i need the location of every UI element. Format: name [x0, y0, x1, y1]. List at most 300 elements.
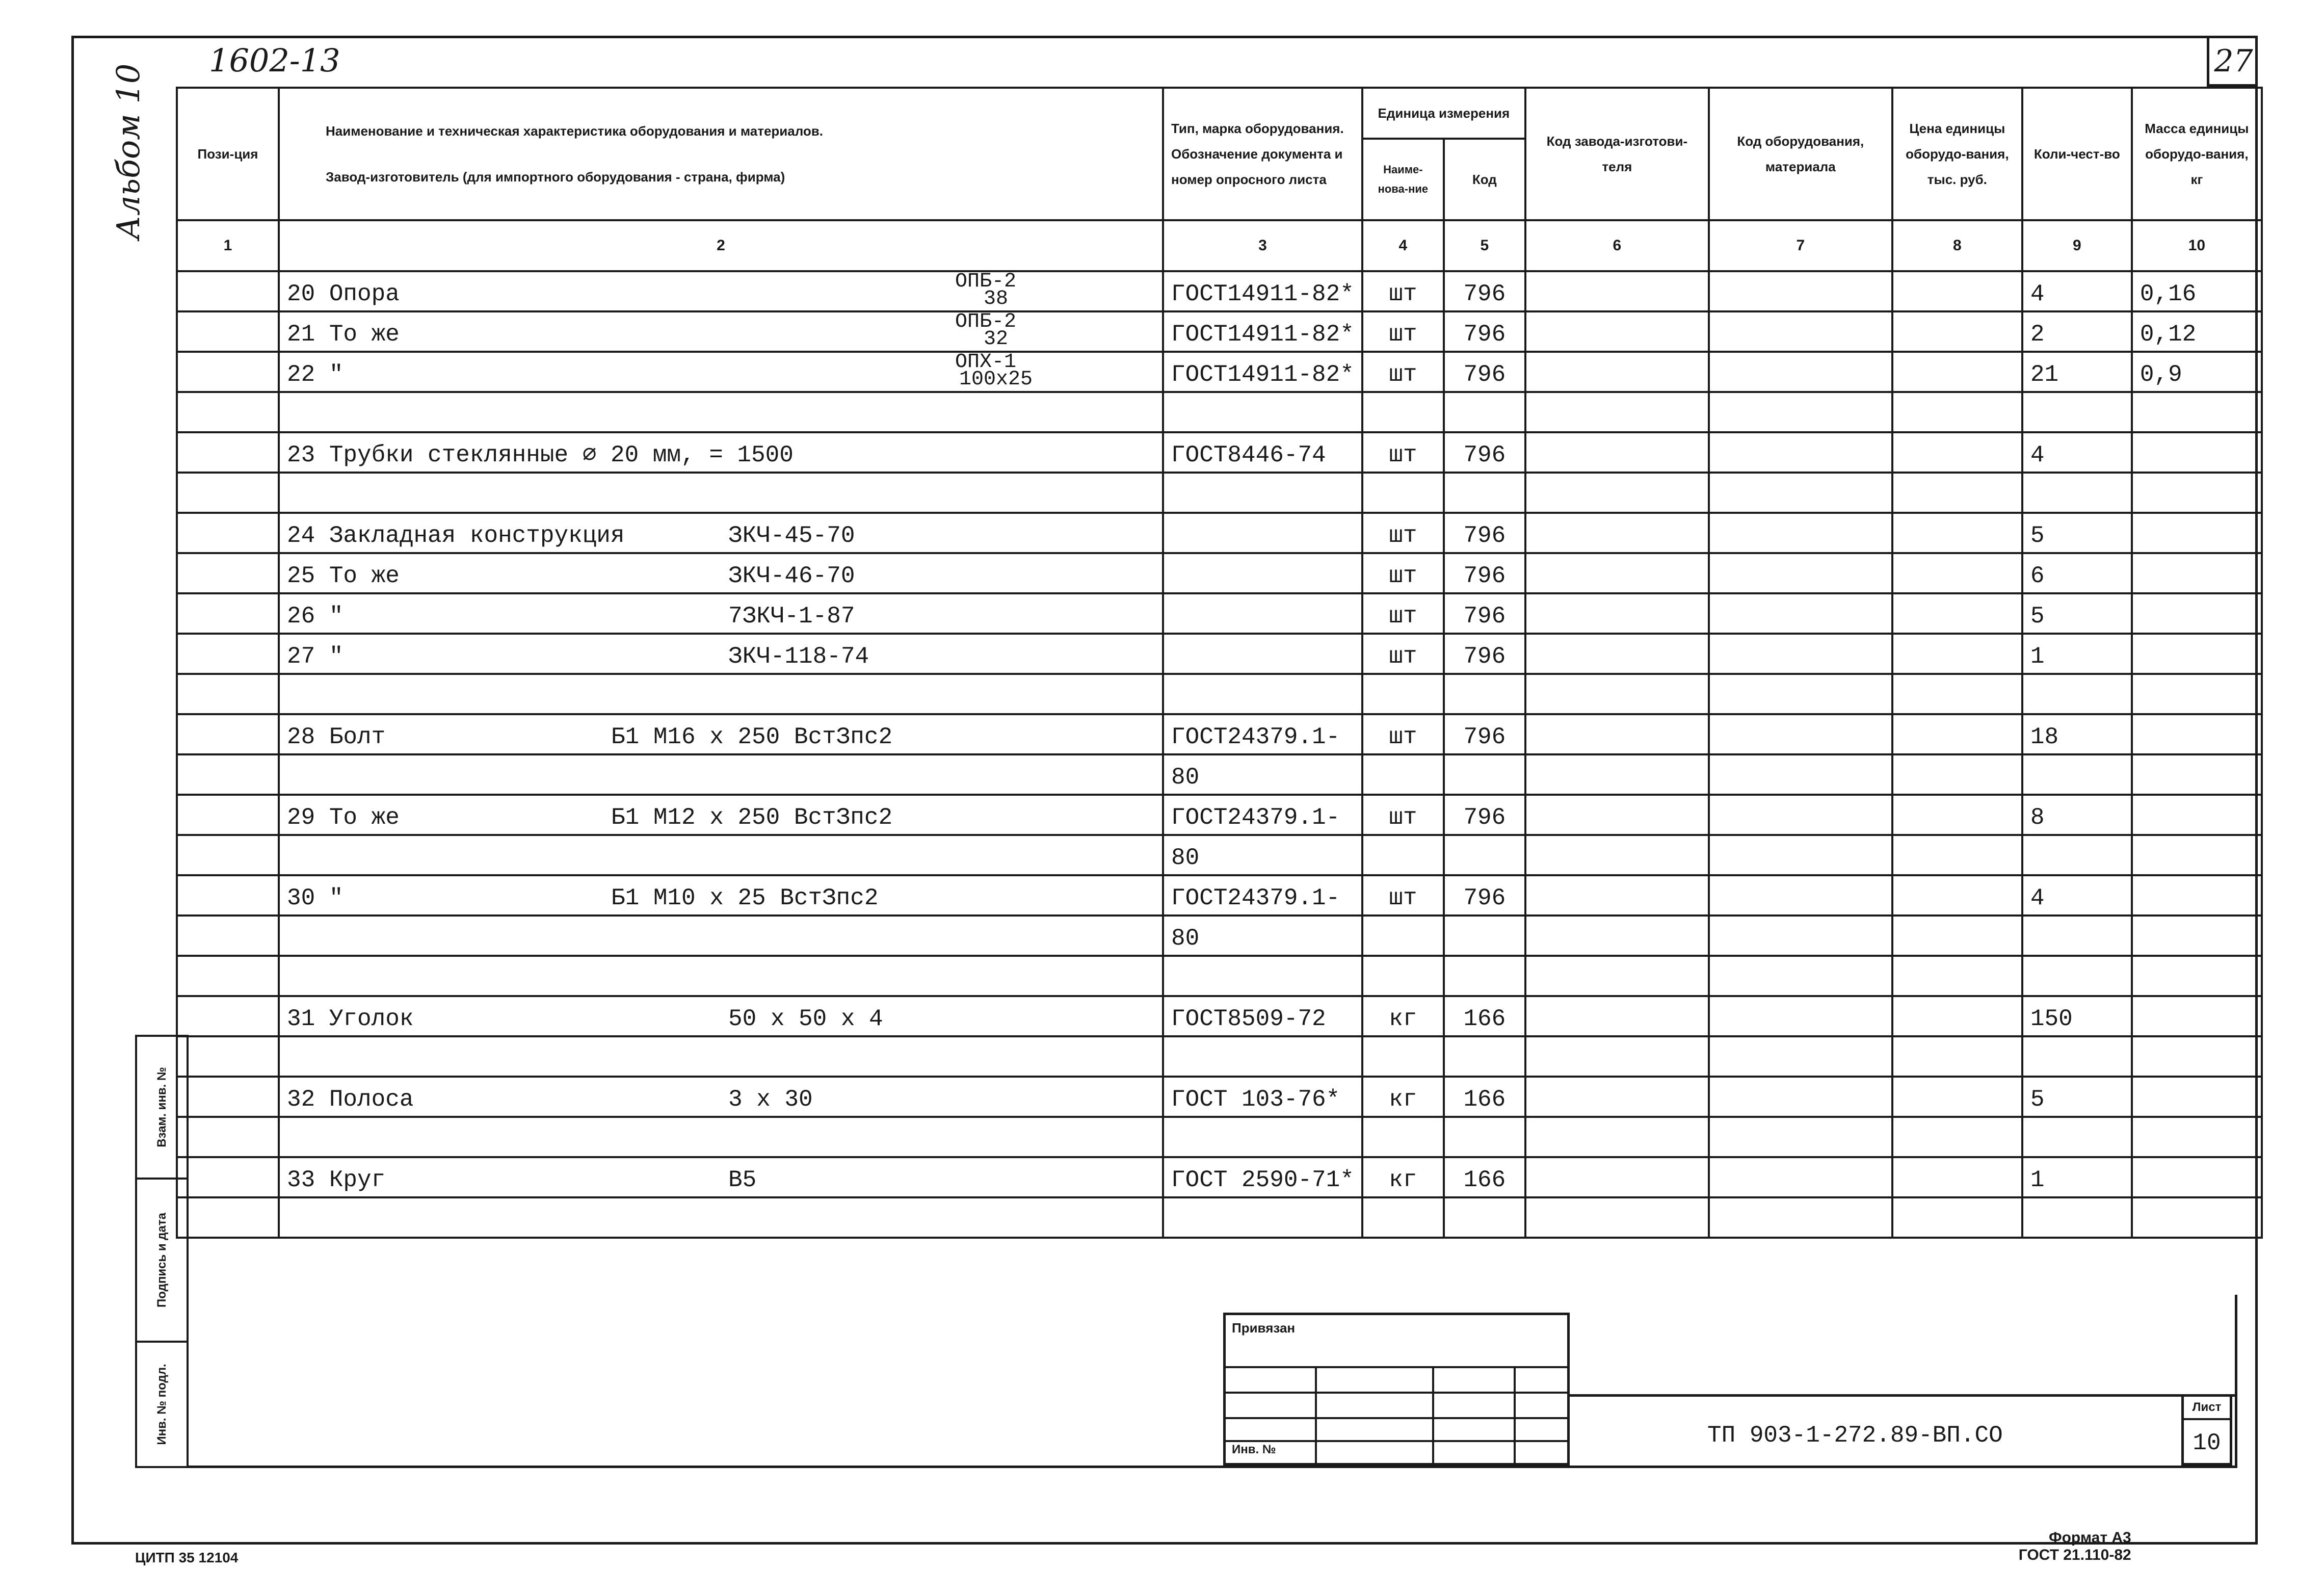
cell-material-code [1709, 634, 1892, 674]
cell-unit-code [1444, 674, 1525, 714]
cell-mass: 0,12 [2132, 311, 2262, 352]
item-name: 26 " [287, 603, 344, 630]
table-row [177, 553, 2262, 593]
cell-unit-code: 796 [1444, 271, 1525, 311]
cell-price [1892, 1197, 2022, 1238]
item-mark: Б1 М12 х 250 ВстЗпс2 [611, 804, 893, 831]
item-mark: Б1 М16 х 250 ВстЗпс2 [611, 724, 893, 750]
specification-table [176, 87, 2263, 1240]
stamp-inv-orig: Инв. № подл. [154, 1364, 169, 1445]
item-mark: ОПБ-2 [955, 271, 1017, 293]
item-name: 22 " [287, 361, 344, 388]
item-name: 20 Опора [287, 281, 400, 307]
cell-price [1892, 352, 2022, 392]
cell-name [279, 311, 1163, 352]
cell-mass: 0,16 [2132, 271, 2262, 311]
sheet-number: 10 [2193, 1430, 2221, 1456]
cell-factory-code [1525, 513, 1709, 553]
cell-unit: шт [1362, 875, 1444, 916]
header-qty: Коли-чест-во [2022, 88, 2132, 220]
cell-mass [2132, 513, 2262, 553]
cell-unit-code: 166 [1444, 1157, 1525, 1197]
header-price: Цена единицы оборудо-вания, тыс. руб. [1892, 88, 2022, 220]
item-mark: В5 [728, 1167, 757, 1193]
cell-position [177, 271, 279, 311]
cell-quantity [2022, 674, 2132, 714]
cell-factory-code [1525, 956, 1709, 996]
drawing-code: 1602-13 [209, 42, 340, 79]
item-mark: ОПХ-1 [955, 352, 1017, 374]
cell-material-code [1709, 795, 1892, 835]
item-name: 25 То же [287, 563, 400, 589]
header-mass: Масса единицы оборудо-вания, кг [2132, 88, 2262, 220]
item-name: 21 То же [287, 321, 400, 348]
cell-unit-code [1444, 754, 1525, 795]
cell-name [279, 1157, 1163, 1197]
cell-name [279, 835, 1163, 875]
stamp-replaced-inv: Взам. инв. № [154, 1067, 169, 1147]
cell-document [1163, 674, 1362, 714]
cell-mass [2132, 634, 2262, 674]
cell-factory-code [1525, 714, 1709, 754]
header-unit-name: Наиме-нова-ние [1362, 139, 1444, 220]
item-mark: ЗКЧ-118-74 [728, 643, 869, 670]
cell-position [177, 754, 279, 795]
cell-quantity [2022, 835, 2132, 875]
footer-archive: ЦИТП 35 12104 [135, 1550, 239, 1565]
cell-document: ГОСТ24379.1- [1163, 875, 1362, 916]
header-material-code: Код оборудования, материала [1709, 88, 1892, 220]
column-number: 2 [279, 220, 1163, 271]
cell-material-code [1709, 1077, 1892, 1117]
cell-unit-code [1444, 473, 1525, 513]
table-row [177, 473, 2262, 513]
cell-quantity [2022, 1117, 2132, 1157]
cell-document [1163, 956, 1362, 996]
cell-unit-code [1444, 835, 1525, 875]
cell-quantity: 4 [2022, 271, 2132, 311]
cell-unit-code [1444, 1197, 1525, 1238]
cell-document: 80 [1163, 835, 1362, 875]
cell-unit: шт [1362, 432, 1444, 473]
cell-factory-code [1525, 1036, 1709, 1077]
cell-unit: кг [1362, 1077, 1444, 1117]
cell-mass [2132, 1117, 2262, 1157]
column-number: 9 [2022, 220, 2132, 271]
cell-name [279, 714, 1163, 754]
cell-mass [2132, 795, 2262, 835]
table-row [177, 1077, 2262, 1117]
header-row [177, 88, 2262, 139]
cell-unit: шт [1362, 593, 1444, 634]
cell-document: ГОСТ24379.1- [1163, 795, 1362, 835]
cell-mass [2132, 1197, 2262, 1238]
format-label: Формат А3 [2049, 1529, 2131, 1546]
cell-position [177, 432, 279, 473]
cell-quantity: 5 [2022, 593, 2132, 634]
cell-unit-code: 796 [1444, 714, 1525, 754]
cell-quantity: 6 [2022, 553, 2132, 593]
cell-price [1892, 1157, 2022, 1197]
cell-unit: шт [1362, 311, 1444, 352]
cell-name [279, 392, 1163, 432]
item-mark: 50 х 50 х 4 [728, 1006, 883, 1032]
cell-position [177, 835, 279, 875]
sheet-label: Лист [2184, 1397, 2230, 1420]
gost-label: ГОСТ 21.110-82 [2018, 1547, 2131, 1563]
item-name: 29 То же [287, 804, 400, 831]
item-mark-sub: 100х25 [959, 368, 1033, 391]
cell-factory-code [1525, 392, 1709, 432]
column-number: 1 [177, 220, 279, 271]
cell-material-code [1709, 956, 1892, 996]
cell-document [1163, 392, 1362, 432]
cell-quantity: 1 [2022, 634, 2132, 674]
header-factory-code: Код завода-изготови-теля [1525, 88, 1709, 220]
cell-document: 80 [1163, 916, 1362, 956]
cell-mass [2132, 1036, 2262, 1077]
table-row [177, 513, 2262, 553]
table-row [177, 875, 2262, 916]
table-row [177, 674, 2262, 714]
cell-name [279, 795, 1163, 835]
cell-mass [2132, 714, 2262, 754]
cell-name [279, 1036, 1163, 1077]
cell-document: ГОСТ8509-72 [1163, 996, 1362, 1036]
cell-name [279, 593, 1163, 634]
cell-mass [2132, 473, 2262, 513]
item-name: 32 Полоса [287, 1086, 414, 1113]
cell-material-code [1709, 271, 1892, 311]
cell-position [177, 473, 279, 513]
table-row [177, 754, 2262, 795]
item-mark: 7ЗКЧ-1-87 [728, 603, 855, 630]
cell-unit-code [1444, 1036, 1525, 1077]
cell-factory-code [1525, 996, 1709, 1036]
cell-position [177, 1197, 279, 1238]
column-number: 6 [1525, 220, 1709, 271]
cell-name [279, 996, 1163, 1036]
item-name: 23 Трубки стеклянные ∅ 20 мм, = 1500 [287, 442, 794, 468]
cell-mass [2132, 875, 2262, 916]
cell-material-code [1709, 1157, 1892, 1197]
cell-name [279, 553, 1163, 593]
cell-material-code [1709, 593, 1892, 634]
cell-unit-code [1444, 956, 1525, 996]
document-code: ТП 903-1-272.89-ВП.СО [1707, 1422, 2003, 1449]
cell-price [1892, 916, 2022, 956]
table-row [177, 714, 2262, 754]
cell-material-code [1709, 1036, 1892, 1077]
cell-document: ГОСТ14911-82* [1163, 311, 1362, 352]
cell-quantity: 150 [2022, 996, 2132, 1036]
column-number: 8 [1892, 220, 2022, 271]
cell-factory-code [1525, 634, 1709, 674]
cell-unit: шт [1362, 271, 1444, 311]
table-row [177, 392, 2262, 432]
cell-quantity: 4 [2022, 432, 2132, 473]
header-type: Тип, марка оборудования. Обозначение документа и номер опросного листа [1163, 88, 1362, 220]
cell-factory-code [1525, 1157, 1709, 1197]
cell-unit [1362, 754, 1444, 795]
cell-name [279, 956, 1163, 996]
cell-factory-code [1525, 1077, 1709, 1117]
cell-unit: шт [1362, 513, 1444, 553]
cell-mass [2132, 835, 2262, 875]
cell-unit [1362, 1117, 1444, 1157]
cell-position [177, 1036, 279, 1077]
cell-mass [2132, 553, 2262, 593]
cell-price [1892, 795, 2022, 835]
cell-unit [1362, 674, 1444, 714]
title-line [1567, 1394, 2237, 1397]
cell-quantity [2022, 916, 2132, 956]
cell-name [279, 916, 1163, 956]
cell-unit [1362, 1036, 1444, 1077]
cell-price [1892, 311, 2022, 352]
cell-unit [1362, 473, 1444, 513]
cell-unit: кг [1362, 1157, 1444, 1197]
table-row [177, 1157, 2262, 1197]
cell-document [1163, 1036, 1362, 1077]
cell-name [279, 754, 1163, 795]
cell-factory-code [1525, 835, 1709, 875]
header-unit: Единица измерения [1362, 88, 1525, 139]
cell-unit [1362, 1197, 1444, 1238]
cell-material-code [1709, 352, 1892, 392]
item-name: 30 " [287, 885, 344, 911]
cell-quantity [2022, 754, 2132, 795]
cell-document [1163, 634, 1362, 674]
cell-unit-code: 166 [1444, 996, 1525, 1036]
cell-unit-code: 796 [1444, 311, 1525, 352]
cell-price [1892, 835, 2022, 875]
column-number: 7 [1709, 220, 1892, 271]
cell-factory-code [1525, 875, 1709, 916]
cell-unit-code: 796 [1444, 875, 1525, 916]
cell-unit: шт [1362, 634, 1444, 674]
cell-price [1892, 634, 2022, 674]
cell-material-code [1709, 432, 1892, 473]
cell-position [177, 634, 279, 674]
cell-quantity: 5 [2022, 1077, 2132, 1117]
cell-unit: кг [1362, 996, 1444, 1036]
cell-unit-code: 796 [1444, 593, 1525, 634]
cell-position [177, 1117, 279, 1157]
cell-unit [1362, 835, 1444, 875]
cell-unit-code: 796 [1444, 553, 1525, 593]
cell-quantity: 2 [2022, 311, 2132, 352]
header-name-line1: Наименование и техническая характеристика оборудования и материалов. [326, 123, 824, 139]
cell-unit-code [1444, 1117, 1525, 1157]
cell-position [177, 916, 279, 956]
cell-mass [2132, 996, 2262, 1036]
cell-position [177, 593, 279, 634]
side-stamp [135, 1035, 189, 1468]
cell-quantity: 18 [2022, 714, 2132, 754]
column-number: 10 [2132, 220, 2262, 271]
cell-position [177, 956, 279, 996]
cell-document [1163, 1117, 1362, 1157]
table-row [177, 956, 2262, 996]
cell-name [279, 513, 1163, 553]
cell-document [1163, 473, 1362, 513]
cell-position [177, 714, 279, 754]
bottom-right-border [2235, 1295, 2237, 1468]
table-row [177, 634, 2262, 674]
cell-unit-code [1444, 916, 1525, 956]
item-name: 28 Болт [287, 724, 386, 750]
cell-document [1163, 593, 1362, 634]
cell-document: 80 [1163, 754, 1362, 795]
cell-name [279, 674, 1163, 714]
cell-factory-code [1525, 311, 1709, 352]
cell-quantity: 5 [2022, 513, 2132, 553]
linked-stamp [1223, 1313, 1570, 1466]
cell-factory-code [1525, 432, 1709, 473]
column-number-row [177, 220, 2262, 271]
cell-mass [2132, 754, 2262, 795]
cell-factory-code [1525, 795, 1709, 835]
cell-mass [2132, 392, 2262, 432]
cell-price [1892, 1117, 2022, 1157]
cell-position [177, 392, 279, 432]
cell-position [177, 996, 279, 1036]
cell-quantity: 8 [2022, 795, 2132, 835]
sheet-box [2181, 1394, 2232, 1466]
cell-quantity [2022, 1036, 2132, 1077]
cell-document: ГОСТ 2590-71* [1163, 1157, 1362, 1197]
footer-format [2008, 1529, 2131, 1564]
cell-price [1892, 1036, 2022, 1077]
cell-price [1892, 875, 2022, 916]
stamp-sign-date: Подпись и дата [154, 1213, 169, 1308]
cell-name [279, 1197, 1163, 1238]
item-mark-sub: 32 [983, 328, 1008, 351]
cell-material-code [1709, 916, 1892, 956]
cell-mass [2132, 956, 2262, 996]
cell-factory-code [1525, 271, 1709, 311]
cell-material-code [1709, 1197, 1892, 1238]
cell-material-code [1709, 311, 1892, 352]
table-row [177, 593, 2262, 634]
cell-quantity: 1 [2022, 1157, 2132, 1197]
cell-name [279, 1077, 1163, 1117]
table-row [177, 311, 2262, 352]
cell-unit [1362, 916, 1444, 956]
cell-price [1892, 271, 2022, 311]
cell-quantity: 21 [2022, 352, 2132, 392]
cell-document: ГОСТ 103-76* [1163, 1077, 1362, 1117]
cell-factory-code [1525, 593, 1709, 634]
header-name [279, 88, 1163, 220]
cell-unit-code: 796 [1444, 634, 1525, 674]
cell-position [177, 674, 279, 714]
cell-position [177, 311, 279, 352]
cell-document [1163, 1197, 1362, 1238]
cell-unit-code: 166 [1444, 1077, 1525, 1117]
item-mark: ЗКЧ-46-70 [728, 563, 855, 589]
cell-unit-code: 796 [1444, 513, 1525, 553]
table-row [177, 1117, 2262, 1157]
cell-factory-code [1525, 754, 1709, 795]
cell-price [1892, 714, 2022, 754]
item-mark: Б1 М10 х 25 ВстЗпс2 [611, 885, 879, 911]
cell-price [1892, 956, 2022, 996]
table-row [177, 271, 2262, 311]
cell-document: ГОСТ14911-82* [1163, 271, 1362, 311]
item-mark-sub: 38 [983, 287, 1008, 310]
cell-price [1892, 473, 2022, 513]
cell-price [1892, 432, 2022, 473]
cell-price [1892, 593, 2022, 634]
cell-factory-code [1525, 473, 1709, 513]
cell-price [1892, 674, 2022, 714]
linked-label: Привязан [1232, 1320, 1296, 1336]
cell-price [1892, 754, 2022, 795]
cell-factory-code [1525, 916, 1709, 956]
cell-position [177, 1077, 279, 1117]
cell-material-code [1709, 1117, 1892, 1157]
cell-price [1892, 996, 2022, 1036]
cell-price [1892, 1077, 2022, 1117]
item-mark: ЗКЧ-45-70 [728, 522, 855, 549]
cell-position [177, 875, 279, 916]
item-name: 33 Круг [287, 1167, 386, 1193]
item-name: 24 Закладная конструкция [287, 522, 625, 549]
column-number: 4 [1362, 220, 1444, 271]
cell-position [177, 795, 279, 835]
cell-position [177, 553, 279, 593]
cell-unit: шт [1362, 352, 1444, 392]
cell-material-code [1709, 513, 1892, 553]
header-name-line2: Завод-изготовитель (для импортного оборудования - страна, фирма) [326, 169, 785, 185]
cell-position [177, 513, 279, 553]
cell-price [1892, 553, 2022, 593]
cell-unit-code: 796 [1444, 432, 1525, 473]
cell-mass [2132, 432, 2262, 473]
cell-name [279, 352, 1163, 392]
cell-factory-code [1525, 553, 1709, 593]
cell-material-code [1709, 392, 1892, 432]
header-unit-code: Код [1444, 139, 1525, 220]
cell-material-code [1709, 473, 1892, 513]
table-row [177, 1036, 2262, 1077]
page-number: 27 [2207, 38, 2258, 87]
cell-unit-code: 796 [1444, 795, 1525, 835]
cell-unit-code [1444, 392, 1525, 432]
cell-mass [2132, 1077, 2262, 1117]
cell-mass: 0,9 [2132, 352, 2262, 392]
cell-price [1892, 513, 2022, 553]
table-row [177, 916, 2262, 956]
cell-material-code [1709, 553, 1892, 593]
cell-material-code [1709, 996, 1892, 1036]
cell-unit-code: 796 [1444, 352, 1525, 392]
cell-unit: шт [1362, 714, 1444, 754]
header-position: Пози-ция [177, 88, 279, 220]
cell-name [279, 634, 1163, 674]
cell-quantity [2022, 473, 2132, 513]
cell-material-code [1709, 674, 1892, 714]
item-mark: 3 х 30 [728, 1086, 813, 1113]
table-row [177, 432, 2262, 473]
column-number: 3 [1163, 220, 1362, 271]
table-row [177, 835, 2262, 875]
cell-material-code [1709, 754, 1892, 795]
cell-document [1163, 553, 1362, 593]
cell-factory-code [1525, 674, 1709, 714]
